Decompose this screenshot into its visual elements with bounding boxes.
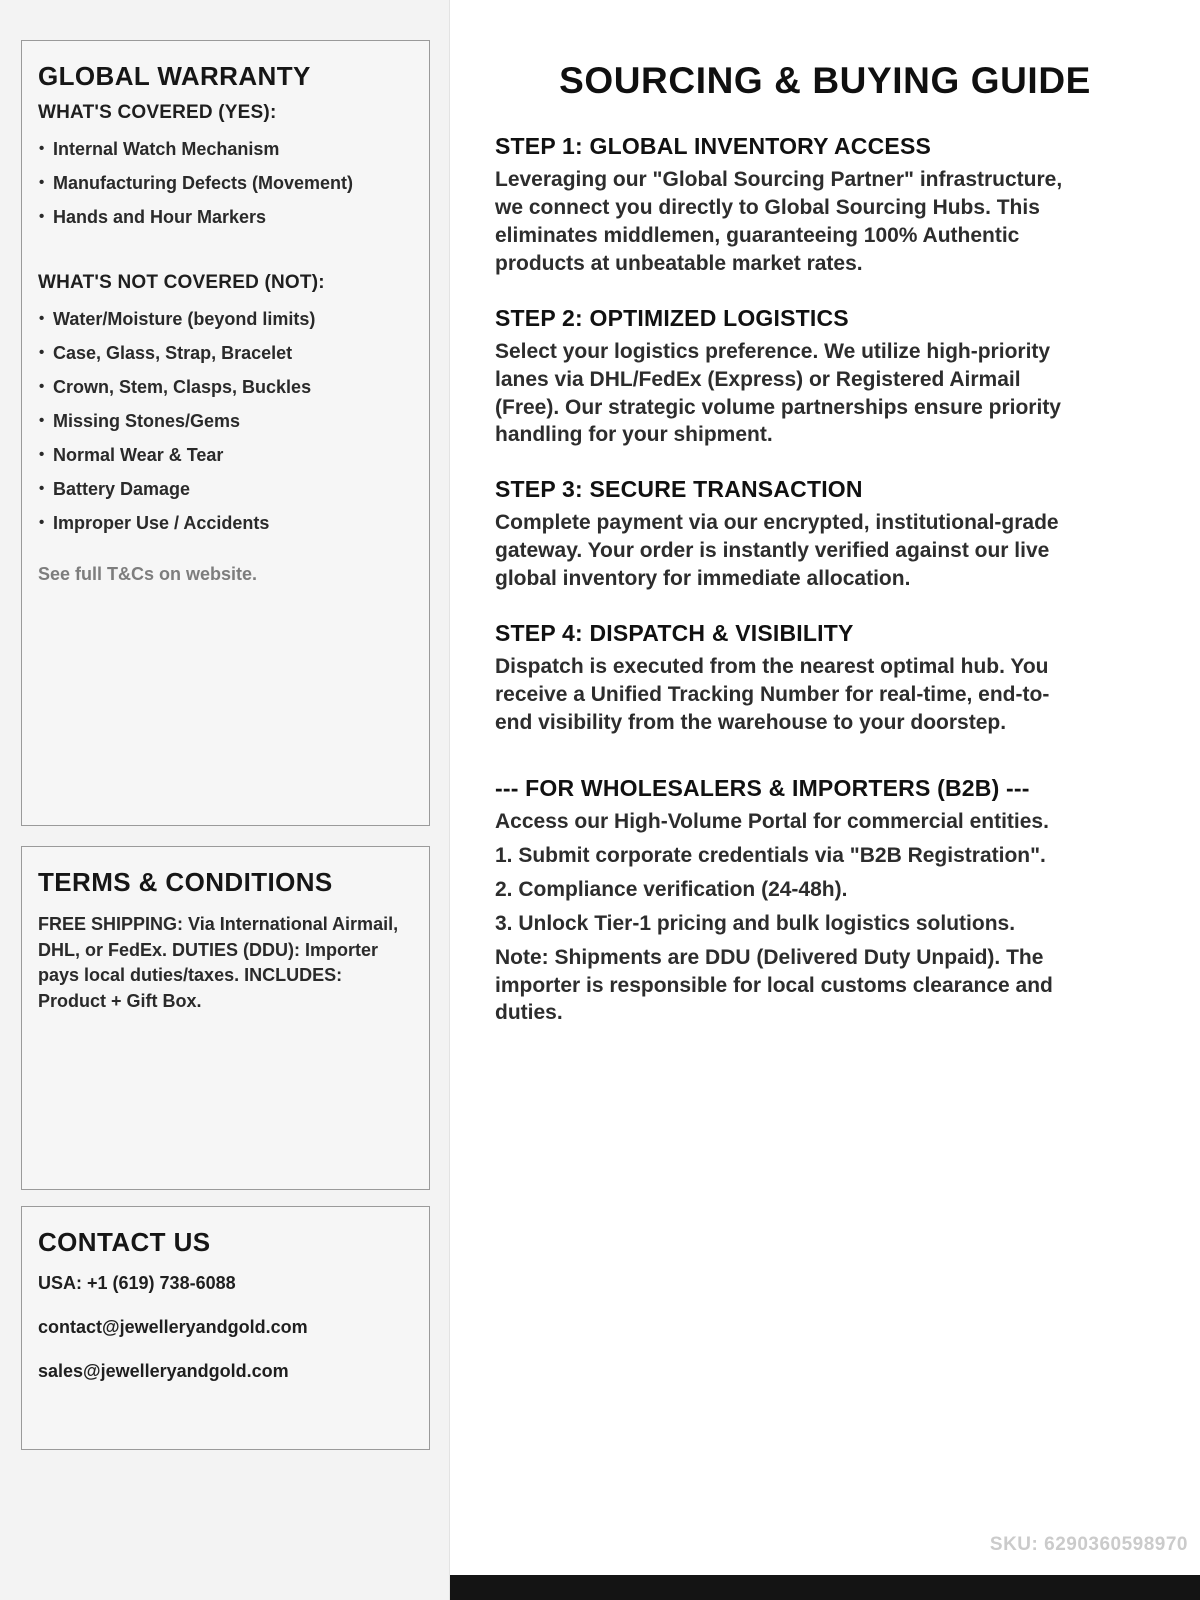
list-item: • Manufacturing Defects (Movement): [38, 166, 413, 200]
step-4-section: [495, 620, 1165, 737]
covered-list: [38, 132, 413, 234]
page-title: SOURCING & BUYING GUIDE: [559, 60, 1091, 101]
covered-heading: WHAT'S COVERED (YES):: [38, 102, 277, 123]
b2b-item-2: 2. Compliance verification (24-48h).: [495, 877, 848, 901]
footer-bar: [450, 1575, 1200, 1600]
b2b-note: Note: Shipments are DDU (Delivered Duty Unpaid). The importer is responsible for local customs clearance and duties.: [495, 945, 1053, 1025]
contact-title: CONTACT US: [38, 1227, 211, 1257]
list-item: • Water/Moisture (beyond limits): [38, 302, 413, 336]
terms-title: TERMS & CONDITIONS: [38, 867, 333, 897]
warranty-footnote: See full T&Cs on website.: [38, 564, 258, 584]
guide-content: [450, 102, 1200, 1027]
step-2-heading: STEP 2: OPTIMIZED LOGISTICS: [495, 304, 849, 331]
step-1-heading: STEP 1: GLOBAL INVENTORY ACCESS: [495, 133, 932, 159]
step-2-section: [495, 305, 1165, 450]
b2b-intro: Access our High-Volume Portal for commercial entities.: [495, 809, 1049, 833]
step-3-heading: STEP 3: SECURE TRANSACTION: [495, 476, 863, 503]
step-3-section: [495, 476, 1165, 593]
list-item: • Internal Watch Mechanism: [38, 132, 413, 166]
contact-panel: [21, 1206, 430, 1450]
sales-email: sales@jewelleryandgold.com: [38, 1361, 289, 1381]
terms-panel: [21, 846, 430, 1190]
step-1-body: Leveraging our "Global Sourcing Partner" infrastructure, we connect you directly to Global Sourcing Hubs. This eliminates middlemen, guaranteeing 100% Authentic products at unbeatable market rates.: [495, 168, 1063, 275]
warranty-title: GLOBAL WARRANTY: [38, 61, 311, 91]
step-3-body: Complete payment via our encrypted, institutional-grade gateway. Your order is instantly verified against our live global inventory for immediate allocation.: [495, 511, 1059, 591]
step-4-heading: STEP 4: DISPATCH & VISIBILITY: [495, 620, 854, 647]
b2b-item-3: 3. Unlock Tier-1 pricing and bulk logistics solutions.: [495, 911, 1016, 935]
not-covered-heading: WHAT'S NOT COVERED (NOT):: [38, 272, 325, 293]
global-warranty-panel: [21, 40, 430, 826]
contact-email: contact@jewelleryandgold.com: [38, 1317, 308, 1337]
b2b-section: [495, 775, 1165, 1027]
main-column: [450, 0, 1200, 1600]
not-covered-list: [38, 302, 413, 540]
step-4-body: Dispatch is executed from the nearest optimal hub. You receive a Unified Tracking Number for real-time, end-to-end visibility from the warehouse to your doorstep.: [495, 655, 1050, 734]
b2b-heading: --- FOR WHOLESALERS & IMPORTERS (B2B) ---: [495, 774, 1030, 801]
list-item: • Improper Use / Accidents: [38, 506, 413, 540]
b2b-item-1: 1. Submit corporate credentials via "B2B Registration".: [495, 843, 1046, 867]
contact-phone: USA: +1 (619) 738-6088: [38, 1273, 236, 1293]
list-item: • Missing Stones/Gems: [38, 404, 413, 438]
list-item: • Hands and Hour Markers: [38, 200, 413, 234]
list-item: • Crown, Stem, Clasps, Buckles: [38, 370, 413, 404]
sku-label: SKU: 6290360598970: [989, 1534, 1188, 1555]
terms-body: FREE SHIPPING: Via International Airmail, DHL, or FedEx. DUTIES (DDU): Importer pays local duties/taxes. INCLUDES: Product + Gift Box.: [38, 914, 399, 1012]
sidebar: [0, 0, 450, 1600]
step-1-section: [495, 133, 1165, 278]
list-item: • Case, Glass, Strap, Bracelet: [38, 336, 413, 370]
list-item: • Battery Damage: [38, 472, 413, 506]
step-2-body: Select your logistics preference. We utilize high-priority lanes via DHL/FedEx (Express) or Registered Airmail (Free). Our strategic volume partnerships ensure priority handling for your shipment.: [495, 339, 1061, 447]
list-item: • Normal Wear & Tear: [38, 438, 413, 472]
